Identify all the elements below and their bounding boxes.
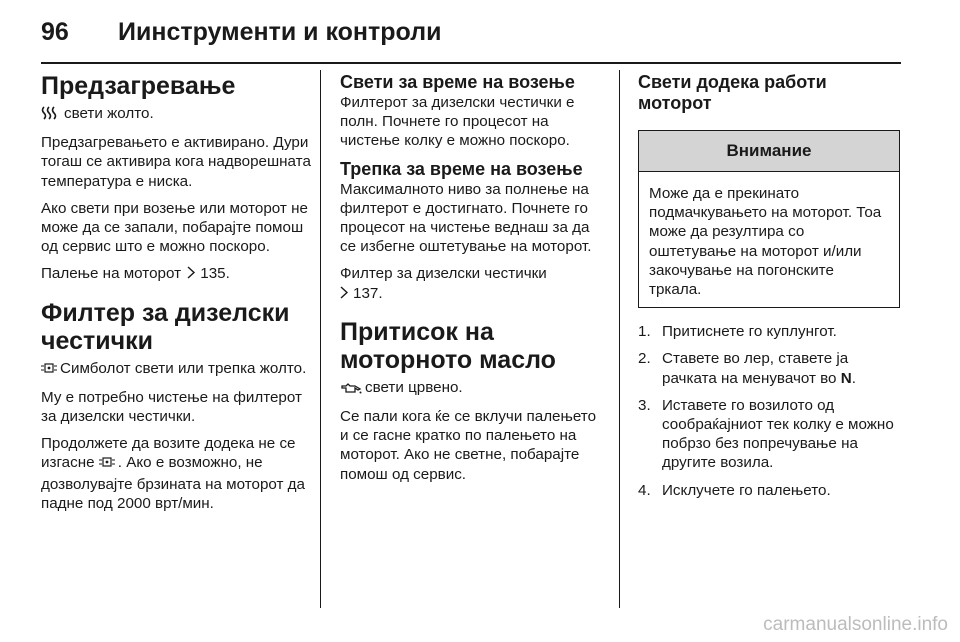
heading-lights-while-driving: Свети за време на возење xyxy=(340,72,575,92)
heading-flashes-while-driving: Трепка за време на возење xyxy=(340,158,583,179)
header-rule xyxy=(41,62,901,64)
column-divider xyxy=(320,70,321,608)
page-number: 96 xyxy=(41,18,69,46)
engine-start-reference[interactable]: Палење на моторот 135. xyxy=(41,264,313,284)
warning-text: Може да е прекинато подмачкувањето на моторот. Тоа може да резултира со оштетување на моторот и/или закочување на погонските тркала. xyxy=(649,185,882,299)
oil-can-icon xyxy=(340,380,362,399)
diesel-filter-reference[interactable]: Филтер за дизелски честички 137. xyxy=(340,264,608,303)
diesel-particle-filter-icon xyxy=(41,361,57,380)
paragraph: Филтерот за дизелски честички е полн. Почнете го процесот на чистење колку е можно поскоро. xyxy=(340,94,575,150)
chapter-title: Иинструменти и контроли xyxy=(118,18,442,46)
list-item: 1. Притиснете го куплунгот. xyxy=(638,323,837,341)
paragraph: Му е потребно чистење на филтерот за дизелски честички. xyxy=(41,388,302,426)
gear-neutral-symbol: N xyxy=(840,369,852,387)
warning-box xyxy=(638,130,900,308)
oil-pressure-status: свети црвено. xyxy=(340,378,608,399)
heading-oil-pressure: Притисок на моторното масло xyxy=(340,317,556,374)
list-item: 2. Ставете во лер, ставете ја рачката на менувачот во N. xyxy=(638,350,856,387)
paragraph: Продолжете да возите додека не се изгасне . Ако е возможно, не дозволувајте брзината на моторот да падне под 2000 врт/мин. xyxy=(41,435,305,512)
page-header xyxy=(0,0,960,62)
paragraph: Ако свети при возење или моторот не може да се запали, побарајте помош од сервис што е можно поскоро. xyxy=(41,199,308,256)
heading-diesel-filter: Филтер за дизелски честички xyxy=(41,298,290,355)
warning-title: Внимание xyxy=(639,131,899,172)
diesel-particle-filter-icon xyxy=(99,455,115,474)
filter-symbol-status: Симболот свети или трепка жолто. xyxy=(41,359,313,380)
paragraph: Се пали кога ќе се вклучи палењето и се гасне кратко по палењето на моторот. Ако не светне, побарајте помош од сервис. xyxy=(340,408,597,483)
page-reference-arrow-icon xyxy=(340,285,349,304)
column-1 xyxy=(41,72,313,521)
list-item: 4. Исклучете го палењето. xyxy=(638,481,831,499)
page-reference-arrow-icon xyxy=(187,265,196,284)
column-divider xyxy=(619,70,620,608)
list-item: 3. Иставете го возилото од сообраќајниот тек колку е можно побрзо без попречување на другите возила. xyxy=(638,396,894,472)
heading-preheating: Предзагревање xyxy=(41,72,236,100)
column-2 xyxy=(340,72,608,492)
column-3 xyxy=(638,72,900,508)
preheat-status: свети жолто. xyxy=(41,104,313,125)
glow-plug-icon xyxy=(41,106,61,125)
paragraph: Предзагревањето е активирано. Дури тогаш се активира кога надворешната температура е ниска. xyxy=(41,134,311,190)
steps-list xyxy=(638,322,900,500)
heading-lights-engine-running: Свети додека работи моторот xyxy=(638,72,827,113)
watermark: carmanualsonline.info xyxy=(763,614,948,635)
paragraph: Максималното ниво за полнење на филтерот е достигнато. Почнете го процесот на чистење веднаш за да се избегне оштетување на моторот. xyxy=(340,180,592,256)
